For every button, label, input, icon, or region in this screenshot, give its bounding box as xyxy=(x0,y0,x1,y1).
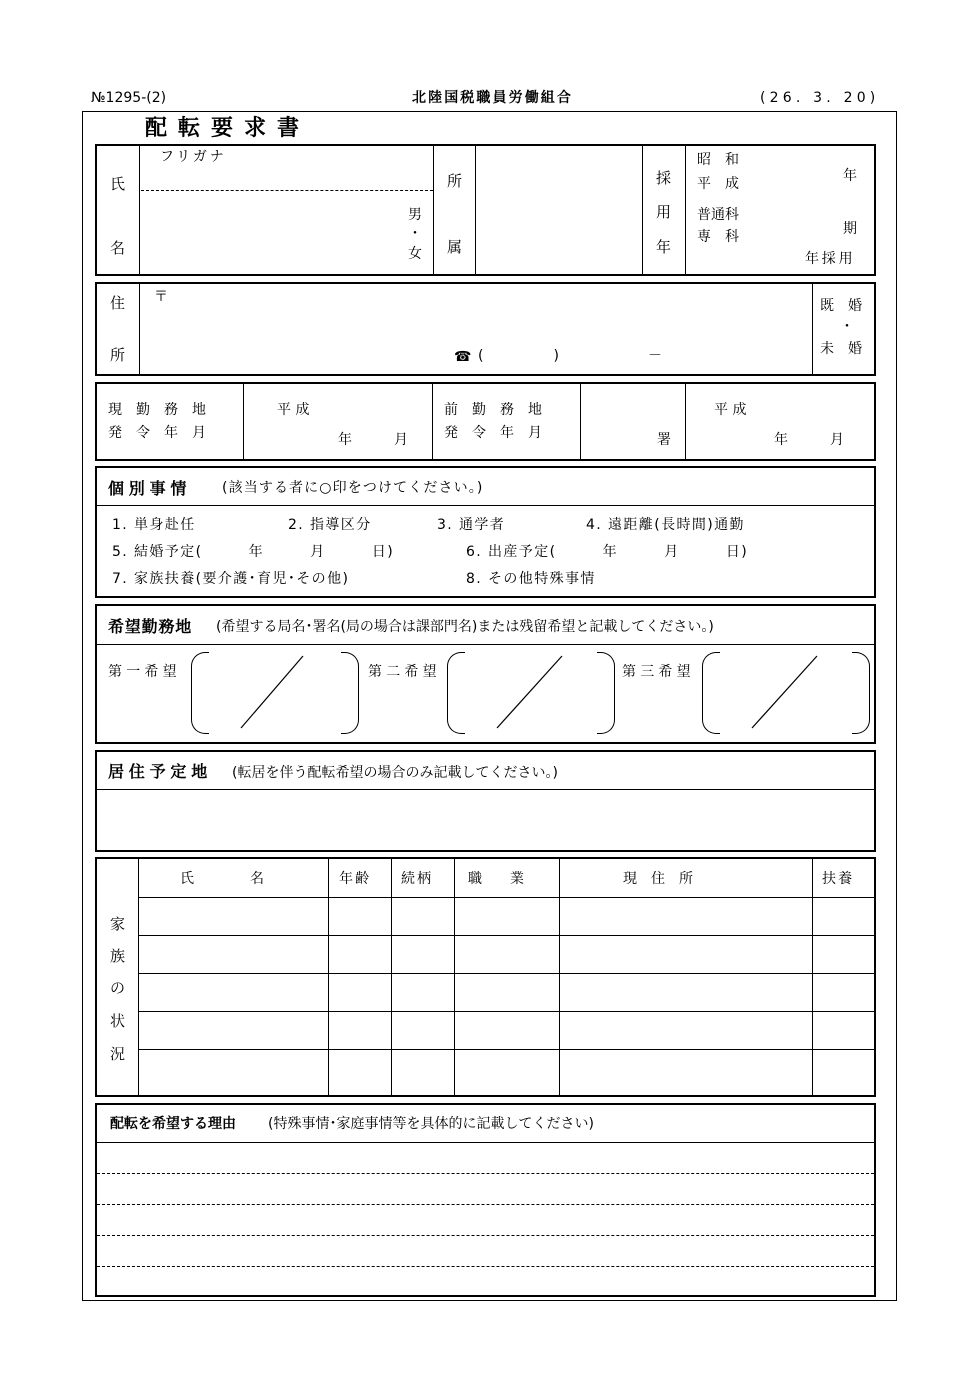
era-showa[interactable]: 昭 和 xyxy=(697,152,739,168)
phone-dash: － xyxy=(648,348,662,364)
phone-area-field[interactable]: ( ) xyxy=(478,348,559,364)
marital-single[interactable]: 未 婚 xyxy=(820,341,862,357)
address-label-2: 所 xyxy=(110,346,126,364)
residence-note: (転居を伴う配転希望の場合のみ記載してください。) xyxy=(232,765,558,781)
family-row[interactable] xyxy=(139,898,874,935)
dept-label-1: 所 xyxy=(447,172,463,190)
family-side-label-2: 族 xyxy=(110,947,126,965)
hire-label-2: 用 xyxy=(656,203,672,221)
dept-label-2: 属 xyxy=(447,238,463,256)
circumstance-item-3[interactable]: 3. 通学者 xyxy=(437,517,506,533)
marital-dot: ・ xyxy=(840,319,854,335)
previous-ym[interactable]: 年 月 xyxy=(774,432,844,448)
furigana-label: フリガナ xyxy=(160,149,227,165)
family-side-label-3: の xyxy=(110,979,126,997)
hire-label-3: 年 xyxy=(656,238,672,256)
previous-office-field[interactable] xyxy=(582,386,652,457)
name-furigana-field[interactable] xyxy=(141,166,431,188)
current-date-label: 発 令 年 月 xyxy=(108,425,206,441)
family-row[interactable] xyxy=(139,1050,874,1095)
phone-icon: ☎ xyxy=(454,349,472,365)
col-age: 年齢 xyxy=(339,871,372,887)
col-name: 氏 名 xyxy=(180,871,264,887)
term-unit: 期 xyxy=(843,221,857,237)
sex-female[interactable]: 女 xyxy=(408,246,422,262)
family-side-label-4: 状 xyxy=(110,1012,126,1030)
reason-note: (特殊事情･家庭事情等を具体的に記載してください) xyxy=(268,1116,594,1132)
circumstance-item-7[interactable]: 7. 家族扶養(要介護･育児･その他) xyxy=(112,571,350,587)
family-row[interactable] xyxy=(139,1012,874,1049)
first-choice-label: 第一希望 xyxy=(108,664,181,680)
third-choice-label: 第三希望 xyxy=(622,664,695,680)
hire-label-1: 採 xyxy=(656,169,672,187)
current-ym[interactable]: 年 月 xyxy=(338,432,408,448)
sex-male[interactable]: 男 xyxy=(408,207,422,223)
circumstances-note: (該当する者に○印をつけてください。) xyxy=(222,480,484,496)
preferences-note: (希望する局名･署名(局の場合は課部門名)または残留希望と記載してください。) xyxy=(216,619,714,635)
name-label-2: 名 xyxy=(110,239,126,257)
issue-date: (26. 3. 20) xyxy=(760,90,880,106)
previous-era: 平 成 xyxy=(714,402,747,418)
postal-mark: 〒 xyxy=(154,289,168,305)
course-special[interactable]: 専 科 xyxy=(697,229,739,245)
hire-year-unit: 年 xyxy=(843,168,857,184)
second-choice-label: 第二希望 xyxy=(368,664,441,680)
col-address: 現 住 所 xyxy=(623,871,693,887)
col-relation: 続柄 xyxy=(401,871,434,887)
reason-title: 配転を希望する理由 xyxy=(110,1116,236,1132)
circumstances-title: 個別事情 xyxy=(108,479,192,498)
previous-date-label: 発 令 年 月 xyxy=(444,425,542,441)
col-dependent: 扶養 xyxy=(822,871,855,887)
family-row[interactable] xyxy=(139,974,874,1011)
organization-name: 北陸国税職員労働組合 xyxy=(412,90,573,106)
circumstance-item-8[interactable]: 8. その他特殊事情 xyxy=(466,571,596,587)
hired-label: 年採用 xyxy=(805,251,856,267)
circumstance-item-1[interactable]: 1. 単身赴任 xyxy=(112,517,196,533)
circumstance-item-6[interactable]: 6. 出産予定( 年 月 日) xyxy=(466,544,749,560)
reason-field[interactable] xyxy=(97,1144,874,1295)
col-occupation: 職 業 xyxy=(468,871,524,887)
second-choice-field[interactable] xyxy=(447,652,615,734)
current-workplace-label: 現 勤 務 地 xyxy=(108,402,206,418)
name-field[interactable] xyxy=(141,194,391,272)
address-field[interactable] xyxy=(170,286,810,342)
address-label-1: 住 xyxy=(110,294,126,312)
residence-field[interactable] xyxy=(97,791,874,850)
era-heisei[interactable]: 平 成 xyxy=(697,176,739,192)
marital-married[interactable]: 既 婚 xyxy=(820,298,862,314)
name-label-1: 氏 xyxy=(110,175,126,193)
course-regular[interactable]: 普通科 xyxy=(697,207,739,223)
dept-field[interactable] xyxy=(477,146,641,274)
workplace-box xyxy=(95,382,876,461)
third-choice-field[interactable] xyxy=(702,652,870,734)
circumstance-item-5[interactable]: 5. 結婚予定( 年 月 日) xyxy=(112,544,395,560)
family-row[interactable] xyxy=(139,936,874,973)
form-title: 配転要求書 xyxy=(145,116,311,141)
sex-dot: ・ xyxy=(408,226,422,242)
previous-workplace-label: 前 勤 務 地 xyxy=(444,402,542,418)
residence-title: 居住予定地 xyxy=(108,762,213,781)
document-number: №1295-(2) xyxy=(91,90,167,106)
current-era: 平 成 xyxy=(277,402,310,418)
preferences-title: 希望勤務地 xyxy=(108,617,193,636)
office-unit: 署 xyxy=(657,432,671,448)
first-choice-field[interactable] xyxy=(191,652,359,734)
circumstance-item-2[interactable]: 2. 指導区分 xyxy=(288,517,372,533)
circumstance-item-4[interactable]: 4. 遠距離(長時間)通勤 xyxy=(586,517,745,533)
family-side-label-5: 況 xyxy=(110,1045,126,1063)
family-side-label-1: 家 xyxy=(110,915,126,933)
